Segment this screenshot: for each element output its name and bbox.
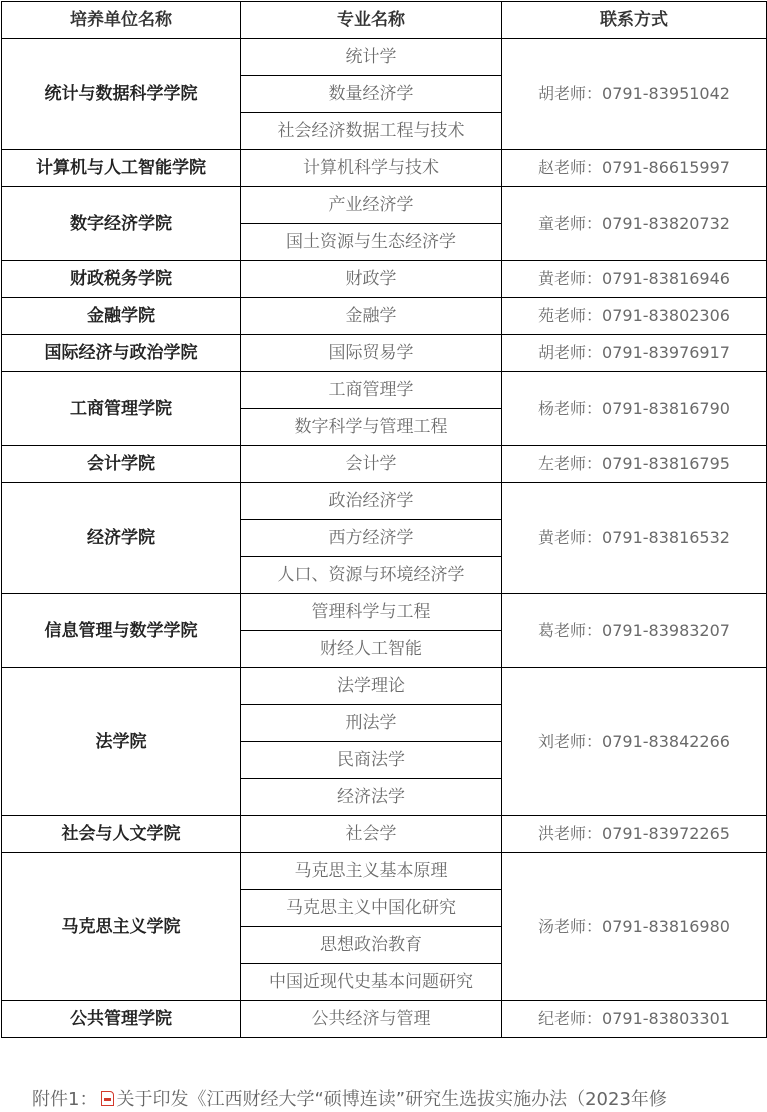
table-body: [2, 39, 767, 1038]
major-name-cell: 法学理论: [241, 668, 502, 705]
header-contact: 联系方式: [502, 2, 767, 39]
attachment-link[interactable]: 关于印发《江西财经大学“硕博连读”研究生选拔实施办法（2023年修: [116, 1089, 667, 1110]
unit-name-cell: 工商管理学院: [2, 372, 241, 446]
major-name-cell: 财经人工智能: [241, 631, 502, 668]
major-name-cell: 人口、资源与环境经济学: [241, 557, 502, 594]
unit-name-cell: 财政税务学院: [2, 261, 241, 298]
unit-name-cell: 公共管理学院: [2, 1001, 241, 1038]
major-name-cell: 刑法学: [241, 705, 502, 742]
major-name-cell: 西方经济学: [241, 520, 502, 557]
unit-name-cell: 法学院: [2, 668, 241, 816]
attachment-prefix: 附件1：: [32, 1089, 98, 1110]
header-major-name: 专业名称: [241, 2, 502, 39]
major-name-cell: 民商法学: [241, 742, 502, 779]
major-name-cell: 财政学: [241, 261, 502, 298]
unit-name-cell: 金融学院: [2, 298, 241, 335]
table-row: [2, 594, 767, 631]
major-name-cell: 统计学: [241, 39, 502, 76]
contact-cell: 杨老师：0791-83816790: [502, 372, 767, 446]
contact-cell: 洪老师：0791-83972265: [502, 816, 767, 853]
table-row: [2, 298, 767, 335]
unit-name-cell: 信息管理与数学学院: [2, 594, 241, 668]
contact-cell: 赵老师：0791-86615997: [502, 150, 767, 187]
table-row: [2, 446, 767, 483]
table-row: [2, 668, 767, 705]
major-name-cell: 国际贸易学: [241, 335, 502, 372]
major-name-cell: 社会经济数据工程与技术: [241, 113, 502, 150]
contact-cell: 左老师：0791-83816795: [502, 446, 767, 483]
major-name-cell: 工商管理学: [241, 372, 502, 409]
table-row: [2, 39, 767, 76]
contact-cell: 胡老师：0791-83976917: [502, 335, 767, 372]
major-name-cell: 产业经济学: [241, 187, 502, 224]
header-unit-name: 培养单位名称: [2, 2, 241, 39]
major-name-cell: 数量经济学: [241, 76, 502, 113]
table-row: [2, 816, 767, 853]
table-header-row: [2, 2, 767, 39]
table-row: [2, 261, 767, 298]
table-row: [2, 372, 767, 409]
contact-cell: 黄老师：0791-83816946: [502, 261, 767, 298]
contact-cell: 黄老师：0791-83816532: [502, 483, 767, 594]
unit-name-cell: 会计学院: [2, 446, 241, 483]
major-name-cell: 马克思主义基本原理: [241, 853, 502, 890]
contact-cell: 童老师：0791-83820732: [502, 187, 767, 261]
major-name-cell: 政治经济学: [241, 483, 502, 520]
major-name-cell: 管理科学与工程: [241, 594, 502, 631]
contact-cell: 胡老师：0791-83951042: [502, 39, 767, 150]
document-icon[interactable]: [101, 1091, 114, 1106]
major-name-cell: 金融学: [241, 298, 502, 335]
table-row: [2, 150, 767, 187]
table-row: [2, 187, 767, 224]
attachment-line: [32, 1088, 667, 1112]
major-name-cell: 数字科学与管理工程: [241, 409, 502, 446]
contact-cell: 葛老师：0791-83983207: [502, 594, 767, 668]
contact-cell: 纪老师：0791-83803301: [502, 1001, 767, 1038]
major-name-cell: 会计学: [241, 446, 502, 483]
major-name-cell: 社会学: [241, 816, 502, 853]
unit-name-cell: 国际经济与政治学院: [2, 335, 241, 372]
unit-name-cell: 社会与人文学院: [2, 816, 241, 853]
contact-cell: 汤老师：0791-83816980: [502, 853, 767, 1001]
unit-name-cell: 经济学院: [2, 483, 241, 594]
unit-name-cell: 统计与数据科学学院: [2, 39, 241, 150]
contact-cell: 苑老师：0791-83802306: [502, 298, 767, 335]
major-name-cell: 公共经济与管理: [241, 1001, 502, 1038]
majors-contact-table: [1, 1, 767, 1038]
table-row: [2, 335, 767, 372]
contact-cell: 刘老师：0791-83842266: [502, 668, 767, 816]
table-row: [2, 1001, 767, 1038]
major-name-cell: 经济法学: [241, 779, 502, 816]
major-name-cell: 计算机科学与技术: [241, 150, 502, 187]
unit-name-cell: 数字经济学院: [2, 187, 241, 261]
major-name-cell: 马克思主义中国化研究: [241, 890, 502, 927]
table-row: [2, 853, 767, 890]
major-name-cell: 国土资源与生态经济学: [241, 224, 502, 261]
table-row: [2, 483, 767, 520]
unit-name-cell: 计算机与人工智能学院: [2, 150, 241, 187]
unit-name-cell: 马克思主义学院: [2, 853, 241, 1001]
major-name-cell: 思想政治教育: [241, 927, 502, 964]
major-name-cell: 中国近现代史基本问题研究: [241, 964, 502, 1001]
